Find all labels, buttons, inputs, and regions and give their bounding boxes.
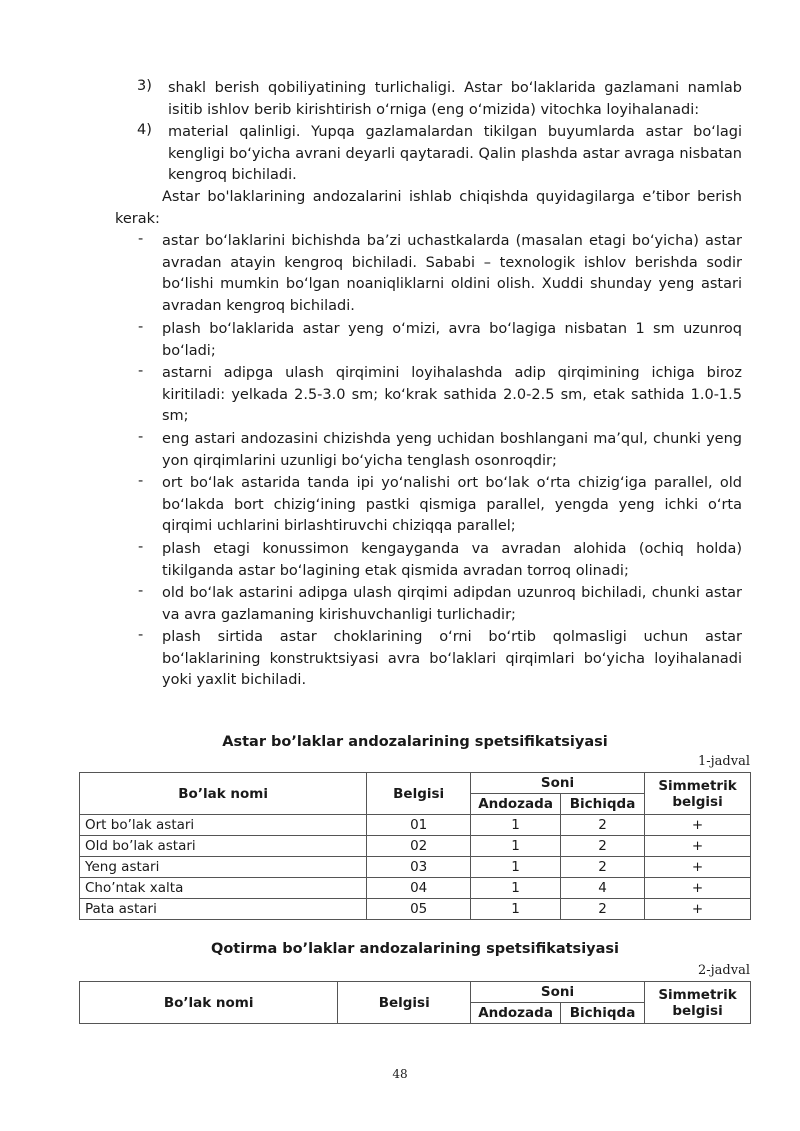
intro-paragraph: Astar bo'laklarining andozalarini ishlab chiqishda quyidagilarga e’tibor berish kerak: <box>115 189 742 227</box>
column-header-code: Belgisi <box>338 982 471 1024</box>
table-label: 2-jadval <box>697 963 750 978</box>
cell-pattern: 1 <box>471 899 561 920</box>
cell-code: 03 <box>367 857 471 878</box>
bullet-dash: - <box>138 319 144 335</box>
list-item-text: material qalinligi. Yupqa gazlamalardan tikilgan buyumlarda astar bo‘lagi kengligi bo‘yicha avrani deyarli qaytaradi. Qalin plashda astar avraga nisbatan kengroq bichiladi. <box>168 124 742 183</box>
cell-name: Cho’ntak xalta <box>80 878 367 899</box>
bullet-text: plash bo‘laklarida astar yeng o‘mizi, avra bo‘lagiga nisbatan 1 sm uzunroq bo‘ladi; <box>162 321 742 359</box>
cell-code: 01 <box>367 815 471 836</box>
cell-name: Pata astari <box>80 899 367 920</box>
table-row <box>80 878 751 899</box>
cell-cut: 2 <box>561 857 645 878</box>
bullet-dash: - <box>138 627 144 643</box>
column-header-cut: Bichiqda <box>561 794 645 815</box>
cell-symmetry: + <box>645 878 751 899</box>
cell-symmetry: + <box>645 899 751 920</box>
bullet-text: old bo‘lak astarini adipga ulash qirqimi adipdan uzunroq bichiladi, chunki astar va avra gazlamaning kirishuvchanligi turlichadir; <box>162 585 742 623</box>
column-header-count: Soni <box>471 773 645 794</box>
cell-code: 05 <box>367 899 471 920</box>
table-title: Qotirma bo’laklar andozalarining spetsifikatsiyasi <box>211 941 619 957</box>
list-number: 4) <box>137 122 152 138</box>
cell-pattern: 1 <box>471 878 561 899</box>
bullet-text: ort bo‘lak astarida tanda ipi yo‘nalishi ort bo‘lak o‘rta chizig‘iga parallel, old bo‘lakda bort chizig‘ining pastki qismiga parallel, yengda yeng ichki o‘rta qirqimi uchlarini birlashtiruvchi chiziqqa parallel; <box>162 475 742 534</box>
column-header-name: Bo’lak nomi <box>80 773 367 815</box>
bullet-dash: - <box>138 583 144 599</box>
cell-code: 02 <box>367 836 471 857</box>
bullet-dash: - <box>138 429 144 445</box>
cell-cut: 2 <box>561 899 645 920</box>
bullet-dash: - <box>138 539 144 555</box>
bullet-text: astarni adipga ulash qirqimini loyihalashda adip qirqimining ichiga biroz kiritiladi: yelkada 2.5-3.0 sm; ko‘krak sathida 2.0-2.5 sm, etak sathida 1.0-1.5 sm; <box>162 365 742 424</box>
column-header-symmetry: Simmetrik belgisi <box>645 982 751 1024</box>
bullet-dash: - <box>138 231 144 247</box>
cell-symmetry: + <box>645 836 751 857</box>
cell-cut: 2 <box>561 815 645 836</box>
column-header-pattern: Andozada <box>471 794 561 815</box>
cell-name: Yeng astari <box>80 857 367 878</box>
cell-symmetry: + <box>645 857 751 878</box>
bullet-dash: - <box>138 363 144 379</box>
column-header-count: Soni <box>471 982 645 1003</box>
cell-name: Old bo’lak astari <box>80 836 367 857</box>
table-label: 1-jadval <box>697 754 750 769</box>
cell-pattern: 1 <box>471 857 561 878</box>
column-header-cut: Bichiqda <box>561 1003 645 1024</box>
cell-pattern: 1 <box>471 815 561 836</box>
bullet-text: plash sirtida astar choklarining o‘rni bo‘rtib qolmasligi uchun astar bo‘laklarining konstruktsiyasi avra bo‘laklari qirqimlari bo‘yicha loyihalanadi yoki yaxlit bichiladi. <box>162 629 742 688</box>
spec-table-interlining <box>79 981 751 1024</box>
column-header-pattern: Andozada <box>471 1003 561 1024</box>
cell-cut: 4 <box>561 878 645 899</box>
table-row <box>80 836 751 857</box>
cell-code: 04 <box>367 878 471 899</box>
cell-symmetry: + <box>645 815 751 836</box>
cell-cut: 2 <box>561 836 645 857</box>
bullet-text: astar bo‘laklarini bichishda ba’zi uchastkalarda (masalan etagi bo‘yicha) astar avradan atayin kengroq bichiladi. Sababi – texnologik ishlov berishda sodir bo‘lishi mumkin bo‘lgan noaniqliklarni oldini olish. Xuddi shunday yeng astari avradan kengroq bichiladi. <box>162 233 742 314</box>
table-row <box>80 815 751 836</box>
page-number: 48 <box>392 1067 408 1081</box>
bullet-dash: - <box>138 473 144 489</box>
table-row <box>80 899 751 920</box>
column-header-name: Bo’lak nomi <box>80 982 338 1024</box>
column-header-code: Belgisi <box>367 773 471 815</box>
cell-pattern: 1 <box>471 836 561 857</box>
table-row <box>80 857 751 878</box>
bullet-text: plash etagi konussimon kengayganda va avradan alohida (ochiq holda) tikilganda astar bo‘lagining etak qismida avradan torroq olinadi; <box>162 541 742 579</box>
column-header-symmetry: Simmetrik belgisi <box>645 773 751 815</box>
table-title: Astar bo’laklar andozalarining spetsifikatsiyasi <box>222 734 608 750</box>
bullet-text: eng astari andozasini chizishda yeng uchidan boshlangani ma’qul, chunki yeng yon qirqimlarini uzunligi bo‘yicha tenglash osonroqdir; <box>162 431 742 469</box>
list-number: 3) <box>137 78 152 94</box>
spec-table-lining <box>79 772 751 920</box>
cell-name: Ort bo’lak astari <box>80 815 367 836</box>
list-item-text: shakl berish qobiliyatining turlichaligi. Astar bo‘laklarida gazlamani namlab isitib ishlov berib kirishtirish o‘rniga (eng o‘mizida) vitochka loyihalanadi: <box>168 80 742 118</box>
